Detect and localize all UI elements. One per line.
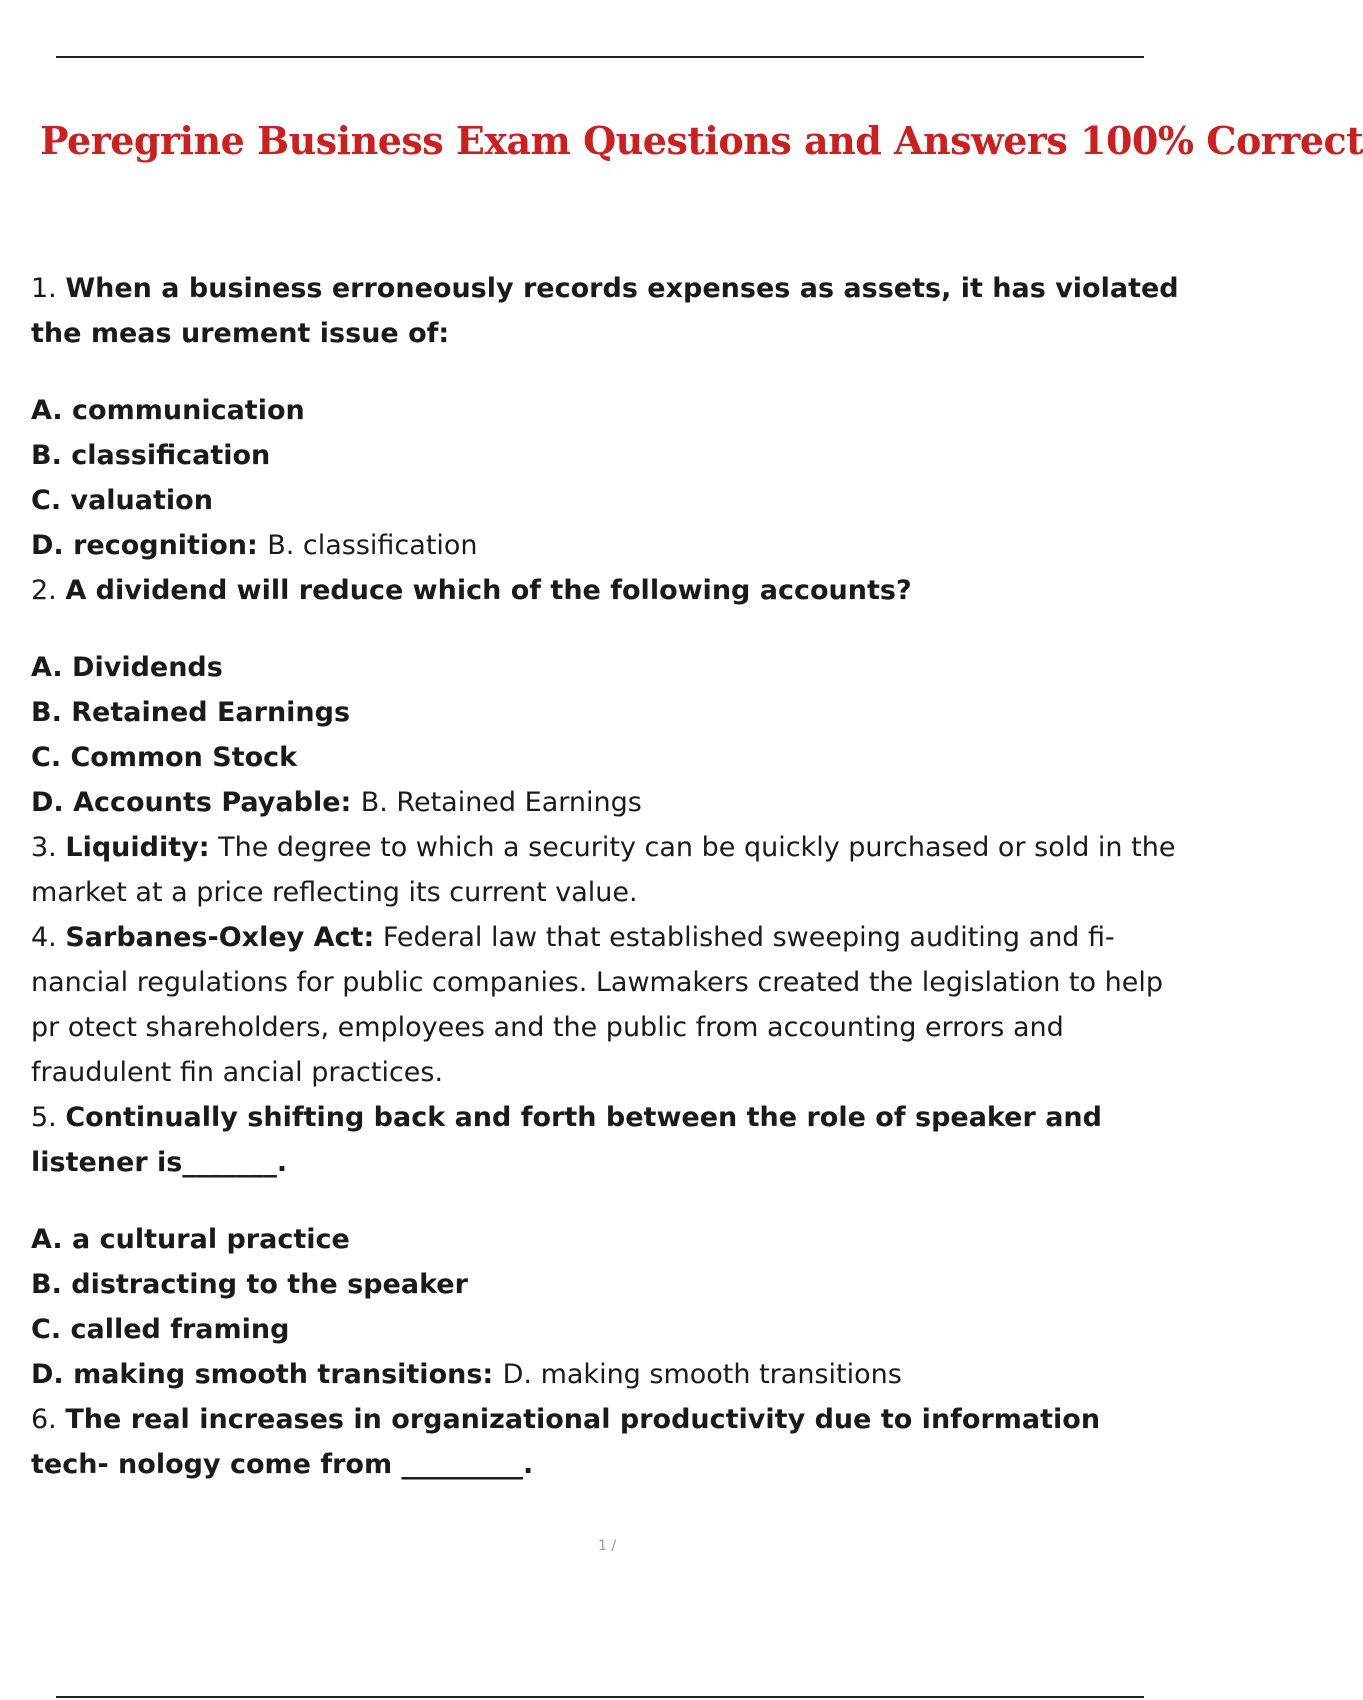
option: B. Retained Earnings [31, 697, 351, 728]
question-number: 3. [31, 832, 57, 863]
option: C. Common Stock [31, 742, 298, 773]
answer-text: B. Retained Earnings [360, 787, 642, 818]
option-label: D. Accounts Payable: [31, 787, 352, 818]
term: Liquidity: [65, 832, 210, 863]
question-4 [31, 915, 1181, 1095]
definition: The degree to which a security can be quickly purchased or sold in the market at a price reflecting its current value. [31, 832, 1176, 908]
question-text: Continually shifting back and forth between the role of speaker and listener is_______. [31, 1102, 1102, 1178]
document-body [31, 266, 1181, 1487]
question-3 [31, 825, 1181, 915]
option-with-answer [31, 1352, 1181, 1397]
option: B. distracting to the speaker [31, 1269, 468, 1300]
document-title: Peregrine Business Exam Questions and Answers 100% Correct [40, 118, 1363, 163]
option-with-answer [31, 780, 1181, 825]
question-5 [31, 1095, 1181, 1185]
question-6 [31, 1397, 1181, 1487]
option: A. communication [31, 395, 305, 426]
option-label: D. making smooth transitions: [31, 1359, 494, 1390]
option: A. Dividends [31, 652, 223, 683]
option-label: D. recognition: [31, 530, 258, 561]
question-number: 5. [31, 1102, 57, 1133]
question-text: A dividend will reduce which of the following accounts? [65, 575, 912, 606]
option: B. classification [31, 440, 271, 471]
option: C. called framing [31, 1314, 290, 1345]
option: C. valuation [31, 485, 213, 516]
definition: Federal law that established sweeping auditing and fi- nancial regulations for public companies. Lawmakers created the legislation to help pr otect shareholders, employees and the public from accounting errors and fraudulent fin ancial practices. [31, 922, 1163, 1088]
option: A. a cultural practice [31, 1224, 350, 1255]
question-text: The real increases in organizational productivity due to information tech- nology come from _________. [31, 1404, 1101, 1480]
page-number: 1 / [598, 1538, 617, 1554]
question-number: 6. [31, 1404, 57, 1435]
question-2 [31, 568, 1181, 613]
option-with-answer [31, 523, 1181, 568]
question-text: When a business erroneously records expenses as assets, it has violated the meas urement issue of: [31, 273, 1179, 349]
answer-text: B. classification [267, 530, 478, 561]
term: Sarbanes-Oxley Act: [65, 922, 375, 953]
answer-text: D. making smooth transitions [502, 1359, 902, 1390]
question-1 [31, 266, 1181, 356]
question-number: 1. [31, 273, 57, 304]
question-number: 2. [31, 575, 57, 606]
top-rule [56, 56, 1144, 58]
question-number: 4. [31, 922, 57, 953]
bottom-rule [56, 1696, 1144, 1698]
